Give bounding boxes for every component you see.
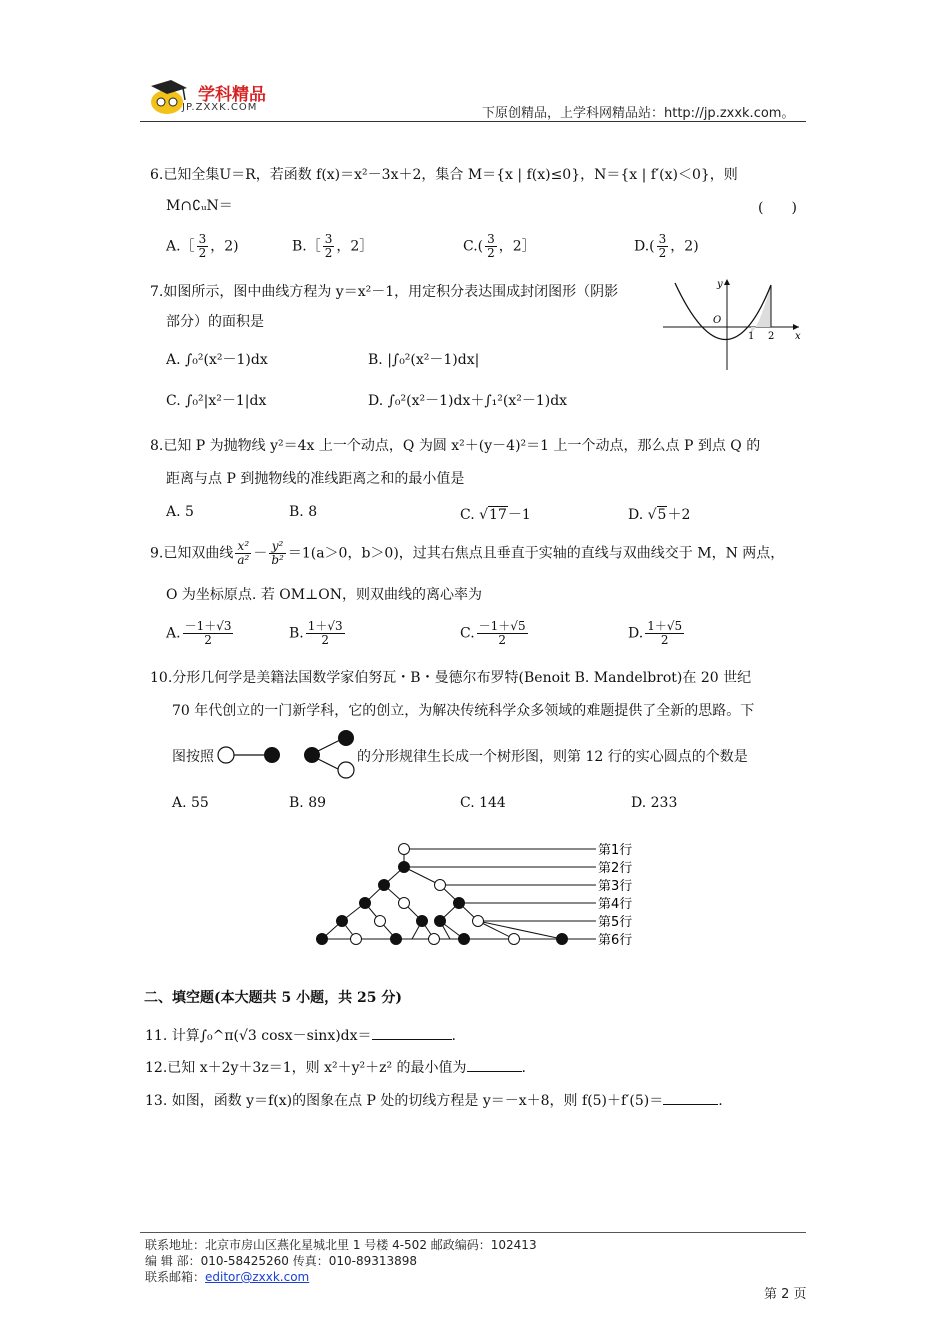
q7-parabola-graph xyxy=(655,275,805,375)
q7-option-a[interactable]: A. ∫₀²(x²－1)dx xyxy=(166,352,268,368)
header-slogan: 下原创精品，上学科网精品站：http://jp.zxxk.com。 xyxy=(482,106,795,121)
tree-row-5-label: 第5行 xyxy=(598,915,633,930)
q7-origin-label: O xyxy=(713,315,722,326)
q12-stem: 12.已知 x＋2y＋3z＝1，则 x²＋y²＋z² 的最小值为 . xyxy=(145,1060,526,1076)
q6-stem: 6.已知全集U＝R，若函数 f(x)＝x²－3x＋2，集合 M＝{x | f(x)≤0}，N＝{x | f′(x)＜0}，则 xyxy=(150,167,738,183)
q10-stem: 10.分形几何学是美籍法国数学家伯努瓦・B・曼德尔布罗特(Benoit B. Mandelbrot)在 20 世纪 xyxy=(150,670,752,686)
q10-stem-line3b: 的分形规律生长成一个树形图，则第 12 行的实心圆点的个数是 xyxy=(357,749,748,765)
q7-option-c[interactable]: C. ∫₀²|x²－1|dx xyxy=(166,393,267,409)
q8-option-c[interactable]: C. √17－1 xyxy=(460,507,531,523)
q10-stem-line3a: 图按照 xyxy=(172,749,214,765)
q7-tick-1: 1 xyxy=(748,331,755,342)
q9-option-c[interactable]: C. $\frac{-1+√5}{2}$ xyxy=(460,619,526,647)
q11-answer-blank[interactable] xyxy=(372,1027,452,1040)
q8-stem: 8.已知 P 为抛物线 y²＝4x 上一个动点，Q 为圆 x²＋(y－4)²＝1 上一个动点，那么点 P 到点 Q 的 xyxy=(150,438,761,454)
header-rule xyxy=(140,121,806,122)
q10-option-b[interactable]: B. 89 xyxy=(289,795,327,811)
q13-stem: 13. 如图，函数 y＝f(x)的图象在点 P 处的切线方程是 y＝－x＋8，则 f(5)＋f′(5)＝ . xyxy=(145,1093,723,1109)
q10-option-d[interactable]: D. 233 xyxy=(631,795,678,811)
q7-option-b[interactable]: B. |∫₀²(x²－1)dx| xyxy=(368,352,480,368)
q7-stem-line2: 部分）的面积是 xyxy=(166,314,264,330)
q9-option-d[interactable]: D. $\frac{1+√5}{2}$ xyxy=(628,619,683,647)
q9-option-b[interactable]: B. $\frac{1+√3}{2}$ xyxy=(289,619,343,647)
q6-option-c[interactable]: C.( $\frac{3}{2}$ ，2］ xyxy=(463,232,536,260)
q9-stem: 9.已知双曲线 $\frac{\text{x²}}{\text{a²}}$ － $\frac{\text{y²}}{\text{b²}}$ ＝1(a＞0，b＞0)，过其右焦点且垂直于实轴的直线与双曲线交于 M，N 两点， xyxy=(150,539,785,567)
q8-stem-line2: 距离与点 P 到抛物线的准线距离之和的最小值是 xyxy=(166,471,465,487)
q6-option-b[interactable]: B.［ $\frac{3}{2}$ ，2］ xyxy=(292,232,374,260)
q10-option-c[interactable]: C. 144 xyxy=(460,795,506,811)
q6-stem-line2: M∩∁ᵤN＝ xyxy=(166,198,233,214)
page-number: 第 2 页 xyxy=(764,1287,807,1302)
logo-subtext: JP.ZXXK.COM xyxy=(182,102,258,113)
q7-y-label: y xyxy=(717,279,723,290)
q10-fractal-tree xyxy=(312,838,652,950)
q11-stem: 11. 计算∫₀^π(√3 cosx－sinx)dx＝ . xyxy=(145,1028,456,1044)
footer-email-line: 联系邮箱：editor@zxxk.com xyxy=(145,1270,310,1284)
q8-option-a[interactable]: A. 5 xyxy=(166,504,194,520)
tree-row-6-label: 第6行 xyxy=(598,933,633,948)
tree-row-2-label: 第2行 xyxy=(598,861,633,876)
tree-row-1-label: 第1行 xyxy=(598,843,633,858)
q6-option-a[interactable]: A.［ $\frac{3}{2}$ ，2) xyxy=(166,232,239,260)
footer-email-link[interactable]: editor@zxxk.com xyxy=(205,1270,310,1284)
logo-text: 学科精品 xyxy=(198,85,266,105)
q13-answer-blank[interactable] xyxy=(663,1092,718,1105)
footer-address: 联系地址：北京市房山区燕化星城北里 1 号楼 4-502 邮政编码：102413 xyxy=(145,1238,537,1252)
q8-option-d[interactable]: D. √5＋2 xyxy=(628,507,691,523)
q9-stem-line2: O 为坐标原点. 若 OM⊥ON，则双曲线的离心率为 xyxy=(166,587,482,603)
q6-answer-paren: ( ) xyxy=(758,200,797,216)
q10-option-a[interactable]: A. 55 xyxy=(172,795,209,811)
q9-option-a[interactable]: A. $\frac{-1+√3}{2}$ xyxy=(166,619,232,647)
section-2-heading: 二、填空题(本大题共 5 小题，共 25 分) xyxy=(144,990,402,1006)
q7-x-label: x xyxy=(795,331,801,342)
footer-rule xyxy=(140,1232,806,1233)
q7-tick-2: 2 xyxy=(768,331,775,342)
q7-stem: 7.如图所示，图中曲线方程为 y＝x²－1，用定积分表达围成封闭图形（阴影 xyxy=(150,284,619,300)
q10-growth-rule-diagram xyxy=(214,728,359,780)
q12-answer-blank[interactable] xyxy=(467,1059,522,1072)
q7-option-d[interactable]: D. ∫₀²(x²－1)dx＋∫₁²(x²－1)dx xyxy=(368,393,568,409)
tree-row-3-label: 第3行 xyxy=(598,879,633,894)
tree-row-4-label: 第4行 xyxy=(598,897,633,912)
q8-option-b[interactable]: B. 8 xyxy=(289,504,318,520)
q6-option-d[interactable]: D.( $\frac{3}{2}$ ，2) xyxy=(634,232,699,260)
footer-phone: 编 辑 部：010-58425260 传真：010-89313898 xyxy=(145,1254,418,1268)
q10-stem-line2: 70 年代创立的一门新学科，它的创立，为解决传统科学众多领域的难题提供了全新的思路。下 xyxy=(172,703,755,719)
